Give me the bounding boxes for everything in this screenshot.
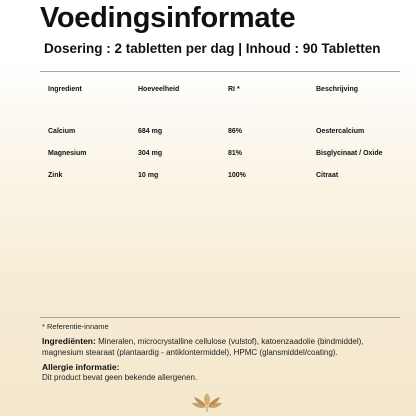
cell-description: Oestercalcium xyxy=(316,128,365,135)
nutrition-table xyxy=(48,86,398,194)
cell-ingredient: Magnesium xyxy=(48,150,87,157)
top-divider xyxy=(40,71,400,72)
table-row xyxy=(48,172,398,194)
table-header-row xyxy=(48,86,398,128)
cell-description: Bisglycinaat / Oxide xyxy=(316,150,383,157)
cell-ingredient: Calcium xyxy=(48,128,76,135)
table-row xyxy=(48,128,398,150)
cell-amount: 304 mg xyxy=(138,150,163,157)
bottom-divider xyxy=(40,317,400,318)
column-header-amount: Hoeveelheid xyxy=(138,86,180,93)
allergy-block xyxy=(42,362,402,383)
lotus-leaf-logo-icon xyxy=(191,391,223,413)
column-header-ri: RI * xyxy=(228,86,240,93)
cell-ri: 86% xyxy=(228,128,243,135)
cell-ingredient: Zink xyxy=(48,172,63,179)
cell-amount: 10 mg xyxy=(138,172,159,179)
cell-description: Citraat xyxy=(316,172,339,179)
column-header-description: Beschrijving xyxy=(316,86,359,93)
ingredients-block xyxy=(42,336,402,358)
ingredients-label: Ingrediënten: xyxy=(42,336,96,346)
cell-ri: 81% xyxy=(228,150,243,157)
dosage-subtitle: Dosering : 2 tabletten per dag | Inhoud : 90 Tabletten xyxy=(44,41,381,56)
cell-amount: 684 mg xyxy=(138,128,163,135)
allergy-label: Allergie informatie: xyxy=(42,362,120,372)
reference-footnote: * Referentie-inname xyxy=(42,322,109,331)
cell-ri: 100% xyxy=(228,172,246,179)
ingredients-text: Mineralen, microcrystalline cellulose (vulstof), katoenzaadolie (bindmiddel), magnesium stearaat (plantaardig - antiklontermiddel), HPMC (glansmiddel/coating). xyxy=(42,337,364,357)
allergy-text: Dit product bevat geen bekende allergenen. xyxy=(42,372,198,382)
column-header-ingredient: Ingredient xyxy=(48,86,82,93)
page-title: Voedingsinformate xyxy=(40,2,296,34)
table-row xyxy=(48,150,398,172)
